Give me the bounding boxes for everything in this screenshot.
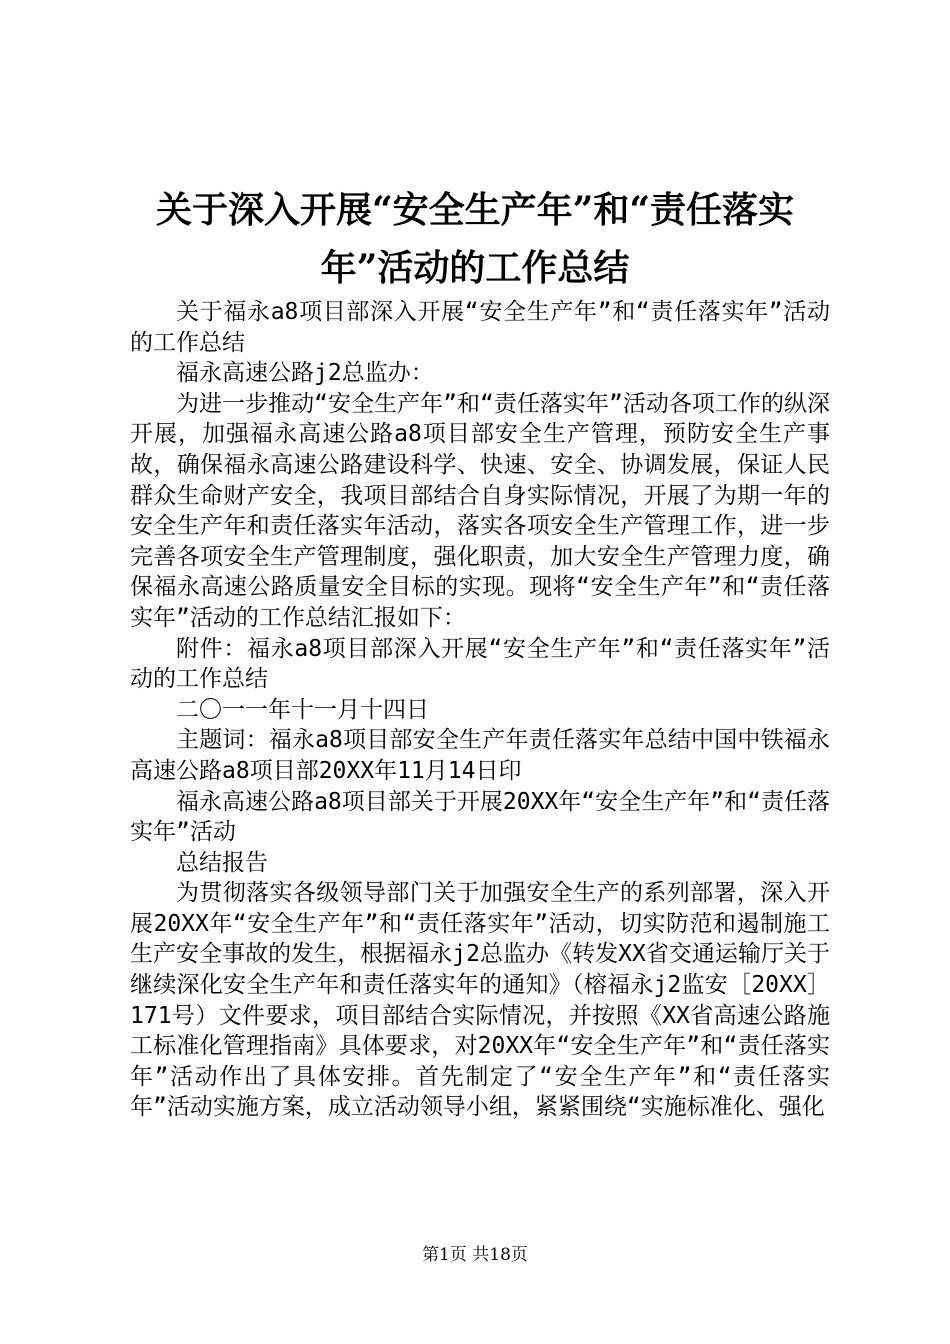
document-title-line-1: 关于深入开展“安全生产年”和“责任落实 <box>155 189 795 231</box>
page-footer: 第1页 共18页 <box>422 1245 528 1265</box>
paragraph-intro: 为进一步推动“安全生产年”和“责任落实年”活动各项工作的纵深开展，加强福永高速公路a8项目部安全生产管理，预防安全生产事故，确保福永高速公路建设科学、快速、安全、协调发展，保证人民群众生命财产安全，我项目部结合自身实际情况，开展了为期一年的安全生产年和责任落实年活动，落实各项安全生产管理工作，进一步完善各项安全生产管理制度，强化职责，加大安全生产管理力度，确保福永高速公路质量安全目标的实现。现将“安全生产年”和“责任落实年”活动的工作总结汇报如下： <box>130 390 830 631</box>
paragraph-subject: 关于福永a8项目部深入开展“安全生产年”和“责任落实年”活动的工作总结 <box>130 299 830 356</box>
paragraph-keywords: 主题词：福永a8项目部安全生产年责任落实年总结中国中铁福永高速公路a8项目部20XX年11月14日印 <box>130 727 830 784</box>
document-title-line-2: 年”活动的工作总结 <box>320 247 630 289</box>
paragraph-report-label: 总结报告 <box>176 849 268 876</box>
paragraph-date: 二〇一一年十一月十四日 <box>176 696 429 723</box>
paragraph-addressee: 福永高速公路j2总监办： <box>176 360 434 387</box>
paragraph-report-heading: 福永高速公路a8项目部关于开展20XX年“安全生产年”和“责任落实年”活动 <box>130 788 830 846</box>
paragraph-report-body: 为贯彻落实各级领导部门关于加强安全生产的系列部署，深入开展20XX年“安全生产年”和“责任落实年”活动，切实防范和遏制施工生产安全事故的发生，根据福永j2总监办《转发XX省交通运输厅关于继续深化安全生产年和责任落实年的通知》（榕福永j2监安［20XX］171号）文件要求，项目部结合实际情况，并按照《XX省高速公路施工标准化管理指南》具体要求，对20XX年“安全生产年”和“责任落实年”活动作出了具体安排。首先制定了“安全生产年”和“责任落实年”活动实施方案，成立活动领导小组，紧紧围绕“实施标准化、强化 <box>130 880 830 1121</box>
document-body <box>130 297 830 1123</box>
paragraph-attachment: 附件：福永a8项目部深入开展“安全生产年”和“责任落实年”活动的工作总结 <box>130 635 830 693</box>
